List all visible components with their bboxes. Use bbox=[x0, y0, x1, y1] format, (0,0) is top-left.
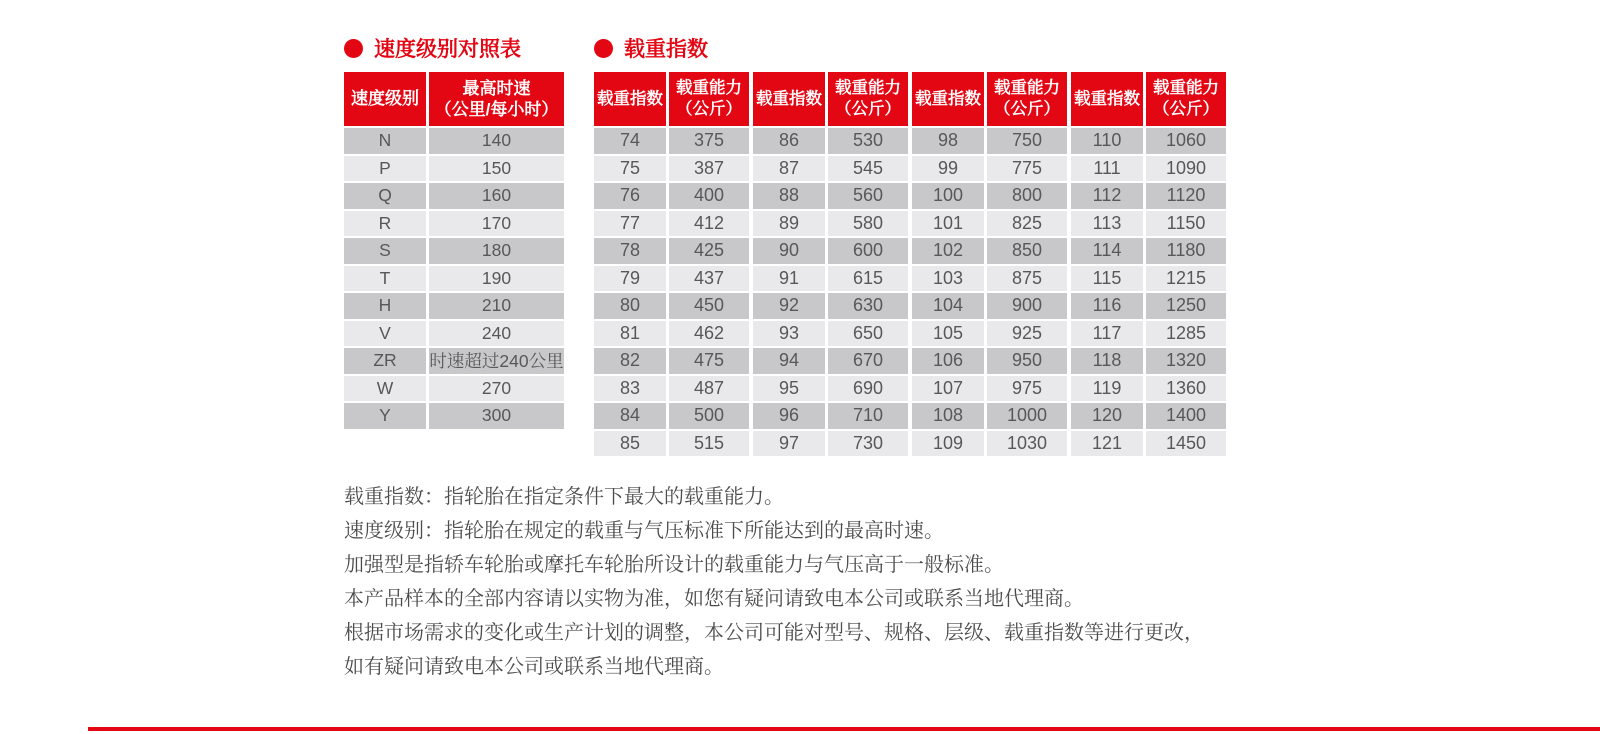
table-row bbox=[344, 183, 564, 211]
table-cell: 120 bbox=[1071, 403, 1146, 431]
load-table-header-row bbox=[594, 72, 749, 128]
note-line: 载重指数：指轮胎在指定条件下最大的载重能力。 bbox=[344, 486, 784, 508]
table-cell: 121 bbox=[1071, 431, 1146, 459]
table-cell: 670 bbox=[828, 348, 908, 376]
load-index-table-group-3 bbox=[912, 72, 1067, 458]
load-capacity-header-line2: （公斤） bbox=[1153, 100, 1219, 118]
table-cell: 875 bbox=[987, 266, 1067, 294]
table-cell: 375 bbox=[669, 128, 749, 156]
table-row bbox=[594, 266, 749, 294]
table-row bbox=[912, 156, 1067, 184]
table-row bbox=[753, 293, 908, 321]
table-row bbox=[344, 211, 564, 239]
table-cell: 170 bbox=[429, 211, 564, 239]
table-row bbox=[753, 211, 908, 239]
table-row bbox=[344, 266, 564, 294]
load-table-header-row bbox=[1071, 72, 1226, 128]
load-index-table-group-2 bbox=[753, 72, 908, 458]
table-cell: 94 bbox=[753, 348, 828, 376]
table-row bbox=[1071, 348, 1226, 376]
load-capacity-header-line1: 载重能力 bbox=[994, 79, 1060, 98]
table-cell: 462 bbox=[669, 321, 749, 349]
table-cell: 81 bbox=[594, 321, 669, 349]
table-cell: 630 bbox=[828, 293, 908, 321]
table-cell: 437 bbox=[669, 266, 749, 294]
table-row bbox=[594, 321, 749, 349]
table-row bbox=[1071, 403, 1226, 431]
speed-section-title bbox=[344, 38, 521, 61]
table-cell: 1060 bbox=[1146, 128, 1226, 156]
table-cell: 180 bbox=[429, 238, 564, 266]
table-cell: 109 bbox=[912, 431, 987, 459]
table-row bbox=[753, 156, 908, 184]
table-row bbox=[594, 403, 749, 431]
table-cell: 119 bbox=[1071, 376, 1146, 404]
table-row bbox=[1071, 266, 1226, 294]
table-cell: 100 bbox=[912, 183, 987, 211]
table-cell: 160 bbox=[429, 183, 564, 211]
table-row bbox=[753, 238, 908, 266]
table-cell: 515 bbox=[669, 431, 749, 459]
table-cell: 114 bbox=[1071, 238, 1146, 266]
speed-rating-table bbox=[344, 72, 564, 431]
table-cell: 615 bbox=[828, 266, 908, 294]
table-row bbox=[912, 293, 1067, 321]
table-cell: 78 bbox=[594, 238, 669, 266]
table-cell: 1400 bbox=[1146, 403, 1226, 431]
table-row bbox=[344, 128, 564, 156]
table-cell: 1150 bbox=[1146, 211, 1226, 239]
speed-section-title-text: 速度级别对照表 bbox=[374, 38, 521, 61]
table-cell: 77 bbox=[594, 211, 669, 239]
note-line: 根据市场需求的变化或生产计划的调整，本公司可能对型号、规格、层级、载重指数等进行更改， bbox=[344, 622, 1204, 644]
table-row bbox=[753, 376, 908, 404]
table-cell: 450 bbox=[669, 293, 749, 321]
load-index-header-cell: 载重指数 bbox=[912, 72, 987, 128]
table-row bbox=[753, 403, 908, 431]
table-cell: 97 bbox=[753, 431, 828, 459]
table-cell: 1180 bbox=[1146, 238, 1226, 266]
speed-table-header-row bbox=[344, 72, 564, 128]
table-row bbox=[912, 238, 1067, 266]
table-cell: 93 bbox=[753, 321, 828, 349]
table-cell: 850 bbox=[987, 238, 1067, 266]
load-section-title bbox=[594, 38, 708, 61]
table-cell: 650 bbox=[828, 321, 908, 349]
table-row bbox=[594, 293, 749, 321]
load-capacity-header-line1: 载重能力 bbox=[835, 79, 901, 98]
table-row bbox=[912, 211, 1067, 239]
load-capacity-header-line2: （公斤） bbox=[676, 100, 742, 118]
table-cell: 1250 bbox=[1146, 293, 1226, 321]
load-capacity-header-cell bbox=[828, 72, 908, 128]
table-cell: 118 bbox=[1071, 348, 1146, 376]
table-cell: 83 bbox=[594, 376, 669, 404]
table-row bbox=[594, 238, 749, 266]
table-cell: 925 bbox=[987, 321, 1067, 349]
table-cell: 108 bbox=[912, 403, 987, 431]
table-cell: 1030 bbox=[987, 431, 1067, 459]
table-row bbox=[912, 183, 1067, 211]
table-cell: 300 bbox=[429, 403, 564, 431]
table-cell: 1090 bbox=[1146, 156, 1226, 184]
table-row bbox=[1071, 293, 1226, 321]
table-cell: 91 bbox=[753, 266, 828, 294]
table-cell: 89 bbox=[753, 211, 828, 239]
table-row bbox=[594, 156, 749, 184]
max-speed-header-line2: （公里/每小时） bbox=[434, 100, 559, 119]
table-cell: T bbox=[344, 266, 429, 294]
table-row bbox=[594, 376, 749, 404]
load-index-table-group-4 bbox=[1071, 72, 1226, 458]
table-cell: 1450 bbox=[1146, 431, 1226, 459]
table-cell: 104 bbox=[912, 293, 987, 321]
table-cell: 560 bbox=[828, 183, 908, 211]
table-row bbox=[344, 321, 564, 349]
table-cell: 500 bbox=[669, 403, 749, 431]
table-cell: 75 bbox=[594, 156, 669, 184]
table-cell: 975 bbox=[987, 376, 1067, 404]
table-cell: 412 bbox=[669, 211, 749, 239]
table-cell: S bbox=[344, 238, 429, 266]
table-row bbox=[1071, 183, 1226, 211]
table-cell: 270 bbox=[429, 376, 564, 404]
table-cell: 86 bbox=[753, 128, 828, 156]
load-index-header-cell: 载重指数 bbox=[753, 72, 828, 128]
table-cell: 387 bbox=[669, 156, 749, 184]
table-cell: 96 bbox=[753, 403, 828, 431]
table-cell: 107 bbox=[912, 376, 987, 404]
section-bullet-icon bbox=[344, 39, 363, 58]
load-capacity-header-line2: （公斤） bbox=[835, 100, 901, 118]
table-row bbox=[912, 321, 1067, 349]
load-capacity-header-cell bbox=[987, 72, 1067, 128]
load-table-header-row bbox=[912, 72, 1067, 128]
load-capacity-header-cell bbox=[1146, 72, 1226, 128]
table-cell: V bbox=[344, 321, 429, 349]
table-row bbox=[912, 266, 1067, 294]
table-cell: W bbox=[344, 376, 429, 404]
table-row bbox=[753, 128, 908, 156]
table-cell: 111 bbox=[1071, 156, 1146, 184]
table-row bbox=[344, 403, 564, 431]
table-row bbox=[1071, 238, 1226, 266]
table-row bbox=[344, 293, 564, 321]
table-cell: ZR bbox=[344, 348, 429, 376]
load-section-title-text: 载重指数 bbox=[624, 38, 708, 61]
note-line: 速度级别：指轮胎在规定的载重与气压标准下所能达到的最高时速。 bbox=[344, 520, 944, 542]
table-cell: 600 bbox=[828, 238, 908, 266]
table-cell: 79 bbox=[594, 266, 669, 294]
table-row bbox=[912, 376, 1067, 404]
table-cell: 900 bbox=[987, 293, 1067, 321]
table-cell: 90 bbox=[753, 238, 828, 266]
table-cell: 775 bbox=[987, 156, 1067, 184]
load-capacity-header-line2: （公斤） bbox=[994, 100, 1060, 118]
table-cell: 475 bbox=[669, 348, 749, 376]
table-row bbox=[753, 348, 908, 376]
speed-rating-header-cell: 速度级别 bbox=[344, 72, 429, 128]
table-cell: Y bbox=[344, 403, 429, 431]
table-cell: 710 bbox=[828, 403, 908, 431]
table-row bbox=[344, 376, 564, 404]
table-cell: 87 bbox=[753, 156, 828, 184]
note-line: 加强型是指轿车轮胎或摩托车轮胎所设计的载重能力与气压高于一般标准。 bbox=[344, 554, 1004, 576]
table-row bbox=[912, 128, 1067, 156]
table-cell: R bbox=[344, 211, 429, 239]
table-row bbox=[594, 183, 749, 211]
load-capacity-header-cell bbox=[669, 72, 749, 128]
table-cell: 105 bbox=[912, 321, 987, 349]
note-line: 本产品样本的全部内容请以实物为准，如您有疑问请致电本公司或联系当地代理商。 bbox=[344, 588, 1084, 610]
table-row bbox=[1071, 431, 1226, 459]
table-cell: 210 bbox=[429, 293, 564, 321]
table-cell: 580 bbox=[828, 211, 908, 239]
table-row bbox=[912, 403, 1067, 431]
table-cell: 1215 bbox=[1146, 266, 1226, 294]
table-cell: 800 bbox=[987, 183, 1067, 211]
table-cell: 190 bbox=[429, 266, 564, 294]
table-row bbox=[753, 183, 908, 211]
table-cell: 950 bbox=[987, 348, 1067, 376]
table-cell: 92 bbox=[753, 293, 828, 321]
table-row bbox=[753, 431, 908, 459]
table-cell: H bbox=[344, 293, 429, 321]
table-cell: 150 bbox=[429, 156, 564, 184]
table-cell: 98 bbox=[912, 128, 987, 156]
table-cell: 545 bbox=[828, 156, 908, 184]
load-index-header-cell: 载重指数 bbox=[1071, 72, 1146, 128]
table-cell: 84 bbox=[594, 403, 669, 431]
table-cell: P bbox=[344, 156, 429, 184]
table-cell: 99 bbox=[912, 156, 987, 184]
max-speed-header-line1: 最高时速 bbox=[462, 78, 531, 98]
table-row bbox=[594, 431, 749, 459]
bottom-red-rule bbox=[88, 727, 1600, 731]
table-row bbox=[1071, 321, 1226, 349]
table-cell: 1360 bbox=[1146, 376, 1226, 404]
table-cell: 时速超过240公里 bbox=[429, 348, 564, 376]
table-cell: 1120 bbox=[1146, 183, 1226, 211]
table-row bbox=[344, 238, 564, 266]
section-bullet-icon bbox=[594, 39, 613, 58]
load-capacity-header-line1: 载重能力 bbox=[1153, 79, 1219, 98]
table-row bbox=[344, 156, 564, 184]
table-row bbox=[1071, 211, 1226, 239]
table-cell: 101 bbox=[912, 211, 987, 239]
table-row bbox=[1071, 156, 1226, 184]
table-cell: 1000 bbox=[987, 403, 1067, 431]
table-cell: 530 bbox=[828, 128, 908, 156]
table-cell: 88 bbox=[753, 183, 828, 211]
table-row bbox=[753, 266, 908, 294]
table-cell: 825 bbox=[987, 211, 1067, 239]
table-cell: 115 bbox=[1071, 266, 1146, 294]
table-cell: 95 bbox=[753, 376, 828, 404]
table-cell: 82 bbox=[594, 348, 669, 376]
table-cell: 102 bbox=[912, 238, 987, 266]
load-capacity-header-line1: 载重能力 bbox=[676, 79, 742, 98]
table-cell: 730 bbox=[828, 431, 908, 459]
load-index-tables bbox=[594, 72, 1226, 458]
table-cell: 80 bbox=[594, 293, 669, 321]
table-row bbox=[753, 321, 908, 349]
table-cell: 1320 bbox=[1146, 348, 1226, 376]
table-cell: Q bbox=[344, 183, 429, 211]
table-row bbox=[912, 431, 1067, 459]
table-row bbox=[594, 211, 749, 239]
table-row bbox=[594, 128, 749, 156]
note-line: 如有疑问请致电本公司或联系当地代理商。 bbox=[344, 656, 724, 678]
max-speed-header-cell bbox=[429, 72, 564, 128]
table-cell: 690 bbox=[828, 376, 908, 404]
table-cell: 116 bbox=[1071, 293, 1146, 321]
table-cell: 103 bbox=[912, 266, 987, 294]
table-row bbox=[594, 348, 749, 376]
table-row bbox=[1071, 128, 1226, 156]
table-cell: 106 bbox=[912, 348, 987, 376]
table-cell: 487 bbox=[669, 376, 749, 404]
table-cell: 117 bbox=[1071, 321, 1146, 349]
table-cell: 113 bbox=[1071, 211, 1146, 239]
load-index-table-group-1 bbox=[594, 72, 749, 458]
table-row bbox=[912, 348, 1067, 376]
table-cell: 140 bbox=[429, 128, 564, 156]
table-cell: 400 bbox=[669, 183, 749, 211]
table-cell: 750 bbox=[987, 128, 1067, 156]
table-cell: 110 bbox=[1071, 128, 1146, 156]
load-table-header-row bbox=[753, 72, 908, 128]
table-cell: 76 bbox=[594, 183, 669, 211]
table-cell: 85 bbox=[594, 431, 669, 459]
table-cell: 425 bbox=[669, 238, 749, 266]
footer-notes bbox=[344, 480, 1204, 684]
table-cell: N bbox=[344, 128, 429, 156]
table-cell: 240 bbox=[429, 321, 564, 349]
table-cell: 74 bbox=[594, 128, 669, 156]
table-cell: 112 bbox=[1071, 183, 1146, 211]
table-cell: 1285 bbox=[1146, 321, 1226, 349]
table-row bbox=[1071, 376, 1226, 404]
table-row bbox=[344, 348, 564, 376]
load-index-header-cell: 载重指数 bbox=[594, 72, 669, 128]
